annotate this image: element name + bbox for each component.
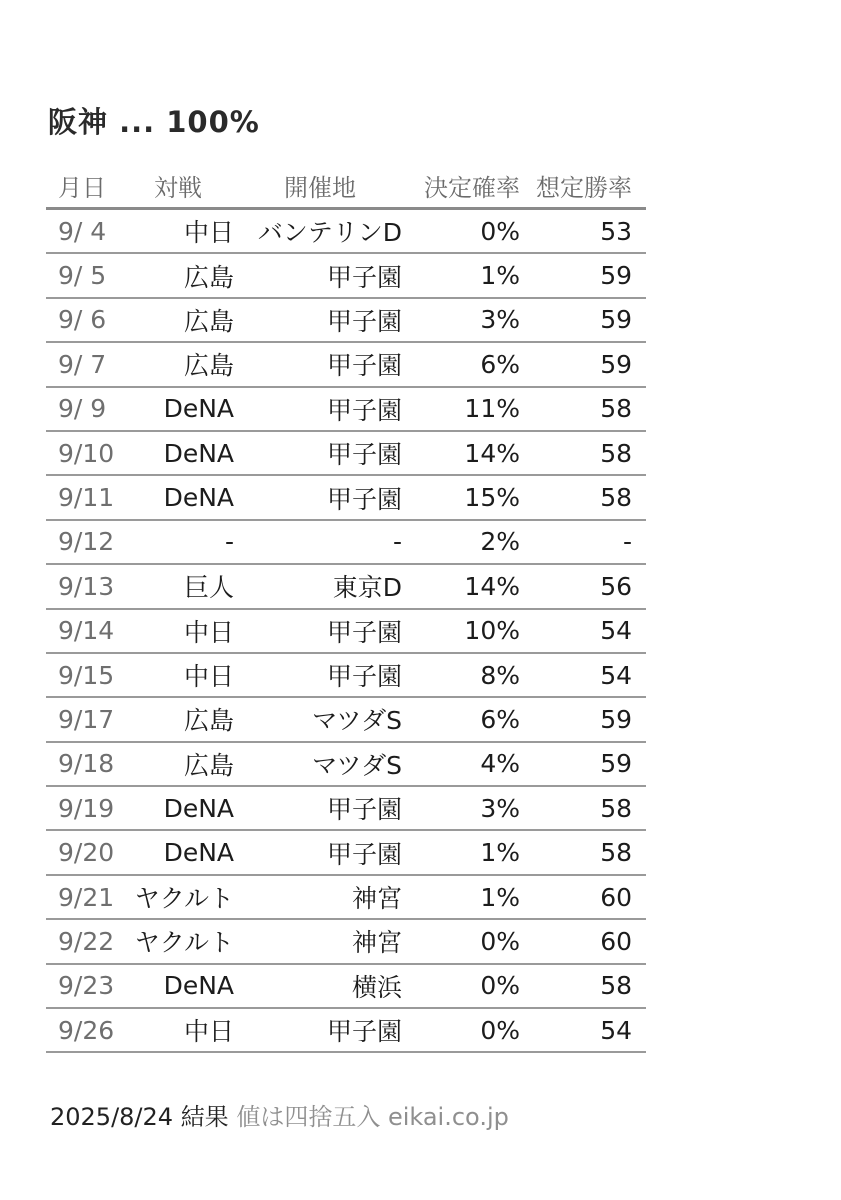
cell-win-rate: 59 [600, 261, 632, 291]
cell-win-rate: 58 [600, 838, 632, 868]
cell-venue: 甲子園 [326, 440, 402, 470]
cell-win-rate: 54 [600, 660, 632, 690]
cell-probability: 3% [480, 793, 520, 823]
cell-date: 9/20 [58, 838, 115, 868]
schedule-table [46, 164, 646, 1053]
table-row [46, 920, 646, 964]
cell-venue: マツダS [312, 750, 402, 780]
cell-probability: 6% [480, 349, 520, 379]
page-title: 阪神 ... 100% [48, 105, 260, 139]
result-date: 2025/8/24 結果 [50, 1103, 229, 1131]
cell-opponent: 広島 [183, 750, 234, 780]
cell-venue: 甲子園 [326, 484, 402, 514]
table-row [46, 299, 646, 343]
cell-venue: 甲子園 [326, 795, 402, 825]
cell-win-rate: 59 [600, 305, 632, 335]
cell-opponent: DeNA [163, 971, 234, 1001]
cell-probability: 15% [464, 483, 520, 513]
cell-win-rate: 53 [600, 216, 632, 246]
cell-opponent: DeNA [163, 394, 234, 424]
table-row [46, 876, 646, 920]
cell-probability: 0% [480, 971, 520, 1001]
header-probability: 決定確率 [424, 174, 520, 202]
cell-date: 9/11 [58, 483, 115, 513]
cell-win-rate: 59 [600, 349, 632, 379]
cell-probability: 10% [464, 616, 520, 646]
cell-win-rate: - [622, 527, 632, 557]
cell-win-rate: 54 [600, 616, 632, 646]
cell-opponent: DeNA [163, 438, 234, 468]
cell-probability: 0% [480, 1015, 520, 1045]
header-win-rate: 想定勝率 [536, 174, 632, 202]
cell-opponent: 広島 [183, 306, 234, 336]
cell-venue: 甲子園 [326, 839, 402, 869]
cell-opponent: ヤクルト [134, 884, 234, 914]
cell-date: 9/13 [58, 571, 115, 601]
cell-date: 9/19 [58, 793, 115, 823]
cell-probability: 8% [480, 660, 520, 690]
cell-win-rate: 58 [600, 394, 632, 424]
cell-win-rate: 56 [600, 571, 632, 601]
table-row [46, 654, 646, 698]
cell-opponent: 広島 [183, 262, 234, 292]
cell-date: 9/ 7 [58, 349, 107, 379]
cell-probability: 6% [480, 704, 520, 734]
cell-venue: マツダS [312, 706, 402, 736]
cell-opponent: DeNA [163, 838, 234, 868]
cell-probability: 4% [480, 749, 520, 779]
cell-date: 9/ 9 [58, 394, 107, 424]
cell-date: 9/26 [58, 1015, 115, 1045]
cell-win-rate: 58 [600, 483, 632, 513]
table-row [46, 521, 646, 565]
table-row [46, 787, 646, 831]
cell-win-rate: 59 [600, 749, 632, 779]
cell-venue: 甲子園 [326, 662, 402, 692]
header-date: 月日 [58, 174, 106, 202]
cell-venue: 甲子園 [326, 306, 402, 336]
table-row [46, 698, 646, 742]
table-header [46, 164, 646, 210]
cell-probability: 2% [480, 527, 520, 557]
cell-opponent: 中日 [183, 218, 234, 248]
cell-win-rate: 58 [600, 971, 632, 1001]
cell-date: 9/14 [58, 616, 115, 646]
cell-probability: 14% [464, 571, 520, 601]
table-row [46, 965, 646, 1009]
cell-opponent: 中日 [183, 1017, 234, 1047]
footer-note [50, 1097, 509, 1132]
cell-probability: 1% [480, 882, 520, 912]
cell-date: 9/ 5 [58, 261, 107, 291]
table-body [46, 210, 646, 1053]
cell-opponent: ヤクルト [134, 928, 234, 958]
cell-date: 9/10 [58, 438, 115, 468]
cell-date: 9/12 [58, 527, 115, 557]
cell-date: 9/23 [58, 971, 115, 1001]
cell-opponent: 巨人 [183, 573, 234, 603]
table-row [46, 831, 646, 875]
cell-date: 9/22 [58, 926, 115, 956]
cell-date: 9/15 [58, 660, 115, 690]
cell-venue: 甲子園 [326, 262, 402, 292]
table-row [46, 565, 646, 609]
rounding-source-note: 値は四捨五入 eikai.co.jp [228, 1103, 509, 1131]
cell-win-rate: 60 [600, 882, 632, 912]
cell-date: 9/ 4 [58, 216, 107, 246]
cell-venue: 横浜 [351, 972, 402, 1002]
cell-date: 9/ 6 [58, 305, 107, 335]
table-row [46, 254, 646, 298]
cell-opponent: 広島 [183, 351, 234, 381]
cell-opponent: - [224, 527, 234, 557]
cell-venue: バンテリンD [257, 218, 402, 248]
header-opponent: 対戦 [154, 174, 202, 202]
cell-win-rate: 58 [600, 438, 632, 468]
table-row [46, 388, 646, 432]
cell-probability: 14% [464, 438, 520, 468]
cell-venue: - [392, 527, 402, 557]
cell-venue: 神宮 [351, 884, 402, 914]
table-row [46, 610, 646, 654]
cell-win-rate: 60 [600, 926, 632, 956]
cell-date: 9/21 [58, 882, 115, 912]
cell-venue: 神宮 [351, 928, 402, 958]
table-row [46, 343, 646, 387]
cell-probability: 0% [480, 216, 520, 246]
table-row [46, 743, 646, 787]
cell-probability: 3% [480, 305, 520, 335]
cell-probability: 1% [480, 261, 520, 291]
cell-date: 9/17 [58, 704, 115, 734]
cell-win-rate: 54 [600, 1015, 632, 1045]
cell-opponent: 中日 [183, 662, 234, 692]
cell-opponent: DeNA [163, 483, 234, 513]
cell-venue: 東京D [332, 573, 402, 603]
table-row [46, 432, 646, 476]
cell-opponent: 中日 [183, 617, 234, 647]
cell-venue: 甲子園 [326, 351, 402, 381]
cell-win-rate: 58 [600, 793, 632, 823]
cell-venue: 甲子園 [326, 617, 402, 647]
header-venue: 開催地 [284, 174, 356, 202]
cell-venue: 甲子園 [326, 395, 402, 425]
table-row [46, 1009, 646, 1053]
cell-probability: 11% [464, 394, 520, 424]
cell-opponent: DeNA [163, 793, 234, 823]
cell-win-rate: 59 [600, 704, 632, 734]
cell-venue: 甲子園 [326, 1017, 402, 1047]
table-row [46, 210, 646, 254]
cell-opponent: 広島 [183, 706, 234, 736]
cell-date: 9/18 [58, 749, 115, 779]
cell-probability: 0% [480, 926, 520, 956]
cell-probability: 1% [480, 838, 520, 868]
table-row [46, 476, 646, 520]
